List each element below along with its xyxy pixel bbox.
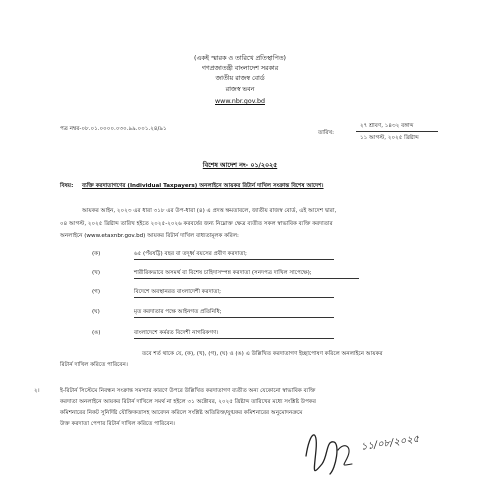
- list-item-rule-gha: [134, 317, 334, 318]
- list-item-key-gha: (ঘ): [92, 309, 100, 315]
- date-label: তারিখ:: [318, 130, 335, 136]
- intro-line-2: ০৪ আগস্ট, ২০২৫ খ্রিষ্টাব্দ তারিখ হইতে ২০২৫-২০২৬ করবর্ষের জন্য নিম্নোক্ত ক্ষেত্র ব্যতীত সকল স্বাভাবিক ব্যক্তি করদাতার: [60, 221, 333, 227]
- paragraph-2-line-3: কমিশনারের নিকট সুনির্দিষ্ট যৌক্তিকতাসহ আবেদন করিলে সংশ্লিষ্ট অতিরিক্ত/যুগ্মকর কমিশনারের অনুমোদনক্রমে: [60, 410, 303, 416]
- list-item-key-umo: (ঙ): [92, 330, 101, 336]
- list-item-key-kha: (খ): [92, 270, 101, 276]
- list-item-text-ka: ৬৫ (পঁয়ষট্টি) বছর বা তদূর্ধ্ব বয়সের প্রবীণ করদাতা;: [134, 251, 247, 257]
- board-name: জাতীয় রাজস্ব বোর্ড: [215, 75, 265, 82]
- intro-line-3: অনলাইনে (www.etaxnbr.gov.bd) আয়কর রিটার্ন দাখিল বাধ্যতামূলক করিল:: [60, 233, 239, 239]
- header-note: (একই স্মারক ও তারিখে প্রতিস্থাপিত): [194, 55, 286, 62]
- proviso-line-2: রিটার্ন দাখিল করিতে পারিবেন।: [60, 362, 128, 368]
- intro-line-1: আয়কর আইন, ২০২৩ এর ধারা ৩১৮ এর উপ-ধারা (৪) এ প্রদত্ত ক্ষমতাবলে, জাতীয় রাজস্ব বোর্ড, এই আদেশ দ্বারা,: [82, 208, 337, 214]
- list-item-rule-ga: [134, 297, 334, 298]
- order-title: বিশেষ আদেশ নং- ০১/২০২৫: [202, 162, 278, 169]
- paragraph-2-line-1: ই-রিটার্ন সিস্টেমে নিবন্ধন সংক্রান্ত সমস্যার কারণে উপরে উল্লিখিত করদাতাগণ ব্যতীত অন্য যেকোনো স্বাভাবিক ব্যক্তি: [60, 388, 316, 394]
- signature-date: ১১/০৮/২০২৫: [360, 433, 420, 453]
- list-item-text-gha: মৃত করদাতার পক্ষে আইনগত প্রতিনিধি;: [134, 309, 222, 315]
- list-item-rule-ka: [134, 259, 334, 260]
- proviso-line-1: তবে শর্ত থাকে যে, (ক), (খ), (গ), (ঘ) ও (ঙ) এ উল্লিখিত করদাতাগণ ইচ্ছাপোষণ করিলে অনলাইনে আয়কর: [142, 351, 383, 357]
- date-bangla: ২৭ শ্রাবণ, ১৪৩২ বঙ্গাব্দ: [360, 123, 414, 129]
- list-item-text-umo: বাংলাদেশে কর্মরত বিদেশী নাগরিকগণ।: [134, 330, 219, 336]
- subject-label: বিষয়:: [60, 183, 74, 189]
- paragraph-2-number: ২।: [34, 388, 40, 394]
- list-item-text-kha: শারীরিকভাবে অসমর্থ বা বিশেষ চাহিদাসম্পন্ন করদাতা (সনদপত্র দাখিল সাপেক্ষে);: [134, 270, 312, 276]
- memo-number: পত্র নম্বর-০৮.০১.০০০০.০৩০.৯৯.০০১.২৪/৯১: [60, 126, 167, 132]
- building-name: রাজস্ব ভবন: [225, 86, 255, 93]
- paragraph-2-line-4: উক্ত করদাতা পেপার রিটার্ন দাখিল করিতে পারিবেন।: [60, 421, 175, 427]
- list-item-rule-kha: [134, 278, 359, 279]
- paragraph-2-line-2: করদাতা অনলাইনে আয়কর রিটার্ন দাখিলে সমর্থ না হইলে ৩১ অক্টোবর, ২০২৫ খ্রিষ্টাব্দ তারিখের মধ্যে সংশ্লিষ্ট উপকর: [60, 399, 316, 405]
- date-divider: [356, 131, 438, 132]
- subject-text: ব্যক্তি করদাতাগণের (Individual Taxpayers) অনলাইনে আয়কর রিটার্ন দাখিল সংক্রান্ত বিশেষ আদেশ।: [82, 183, 324, 189]
- list-item-text-ga: বিদেশে অবস্থানরত বাংলাদেশী করদাতা;: [134, 289, 221, 295]
- list-item-rule-umo: [134, 338, 334, 339]
- website-link[interactable]: www.nbr.gov.bd: [215, 98, 265, 105]
- list-item-key-ga: (গ): [92, 289, 101, 295]
- date-english: ১১ আগস্ট, ২০২৫ খ্রিষ্টাব্দ: [360, 135, 419, 141]
- list-item-key-ka: (ক): [92, 251, 101, 257]
- government-name: গণপ্রজাতন্ত্রী বাংলাদেশ সরকার: [201, 65, 279, 72]
